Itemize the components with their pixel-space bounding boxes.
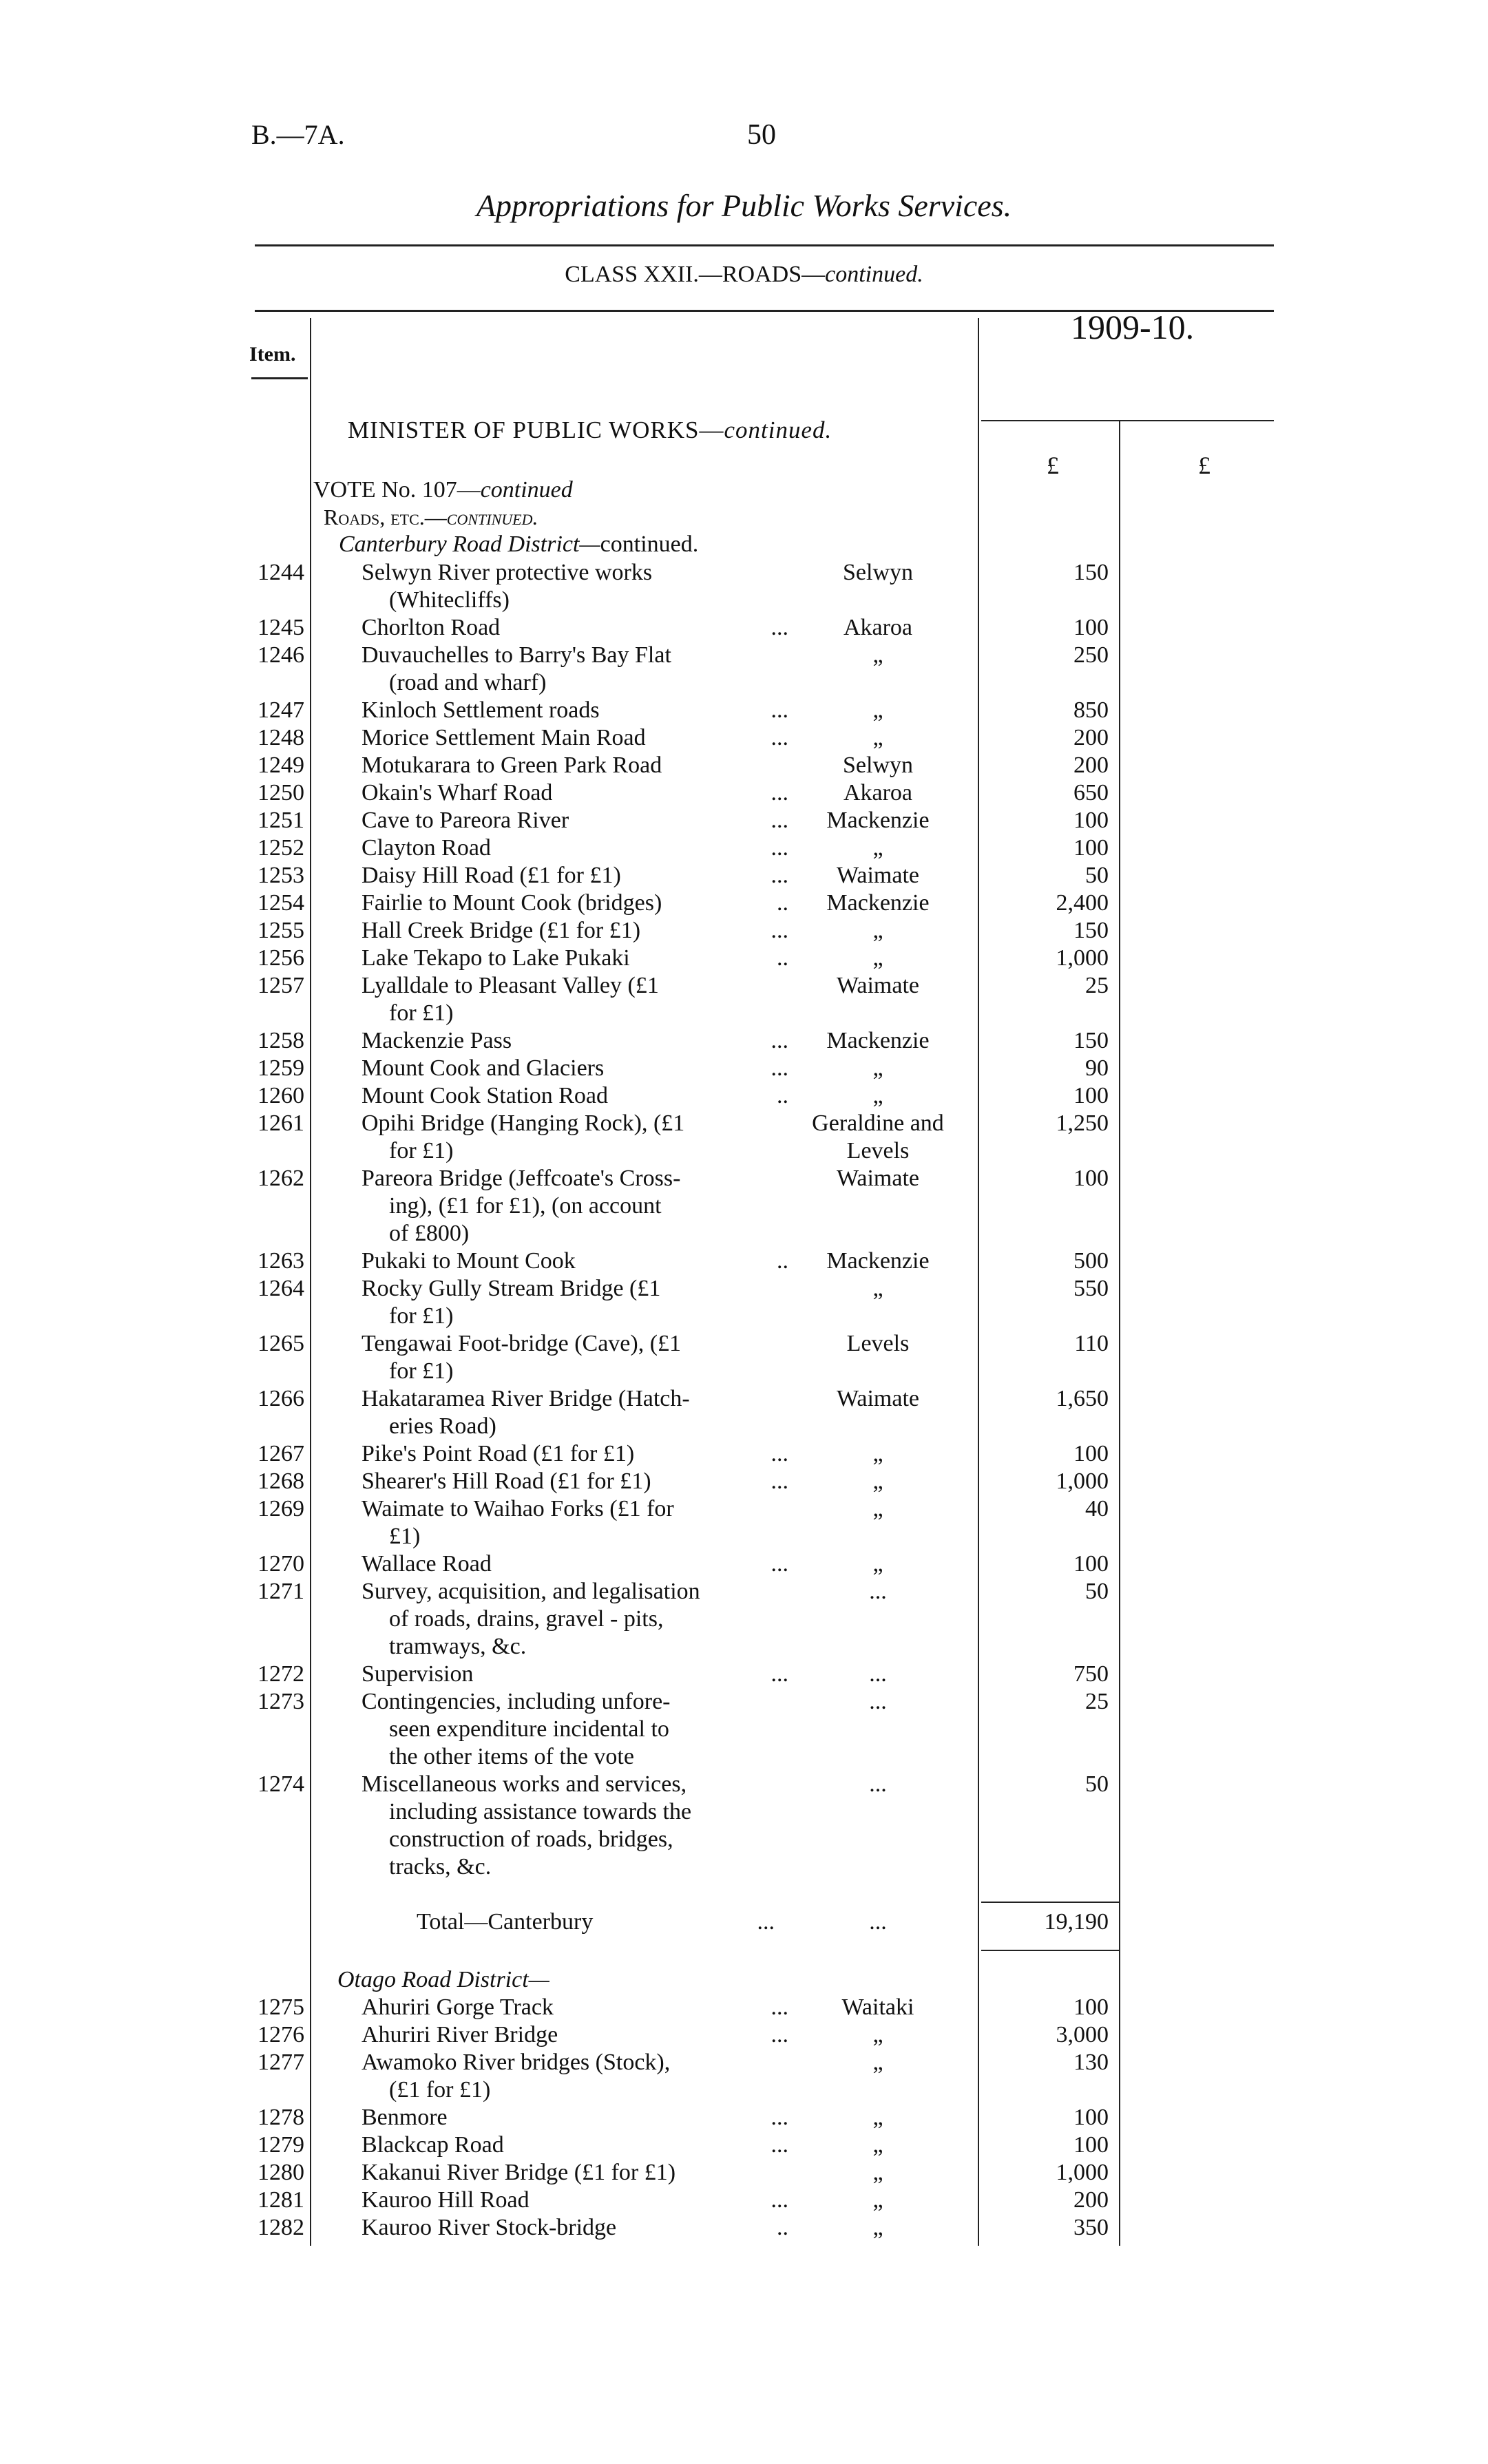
leader-dots: ... [771,1468,788,1494]
otago-item-number: 1280 [258,2160,304,2185]
description-text: Benmore [361,2105,448,2130]
description-text: Mackenzie Pass [361,1028,512,1053]
canterbury-item-number: 1256 [258,945,304,971]
otago-description-line: Kakanui River Bridge (£1 for £1) [361,2160,676,2185]
year-column-header: 1909-10. [1071,308,1195,346]
canterbury-description-line [361,862,788,889]
leader-dots: .. [777,890,788,916]
canterbury-electorate: Mackenzie [826,808,930,833]
otago-amount: 350 [1073,2215,1109,2240]
canterbury-item-number: 1263 [258,1248,304,1274]
canterbury-description-line: for £1) [389,1358,454,1384]
leader-dots: ... [771,835,788,861]
otago-amount: 200 [1073,2187,1109,2213]
canterbury-electorate: Mackenzie [826,890,930,916]
canterbury-description-line: Tengawai Foot-bridge (Cave), (£1 [361,1331,682,1356]
otago-description-line [361,2104,788,2131]
class-title [0,262,1488,288]
canterbury-amount: 25 [1085,1689,1109,1714]
description-text: Pike's Point Road (£1 for £1) [361,1441,635,1466]
otago-electorate: „ [872,2050,883,2075]
canterbury-description-line: Contingencies, including unfore- [361,1689,671,1714]
total-label [417,1908,775,1936]
canterbury-item-number: 1257 [258,973,304,998]
canterbury-item-number: 1248 [258,725,304,750]
otago-description-line [361,2214,788,2242]
canterbury-electorate: Waimate [837,973,919,998]
canterbury-description-line [361,1440,788,1468]
canterbury-description-line: the other items of the vote [389,1744,634,1769]
canterbury-description-line: (road and wharf) [389,670,547,695]
leader-dots: ... [771,697,788,723]
description-text: Chorlton Road [361,615,501,640]
otago-description-line [361,2021,788,2049]
canterbury-description-line: including assistance towards the [389,1799,692,1824]
canterbury-description-line [361,1468,788,1495]
canterbury-description-line [361,917,788,945]
canterbury-amount: 100 [1073,808,1109,833]
canterbury-item-number: 1254 [258,890,304,916]
otago-item-number: 1275 [258,1994,304,2020]
description-text: Kauroo Hill Road [361,2187,530,2213]
canterbury-description-line [361,1247,788,1275]
canterbury-description-line: Waimate to Waihao Forks (£1 for [361,1496,674,1521]
otago-item-number: 1279 [258,2132,304,2158]
canterbury-amount: 100 [1073,1551,1109,1577]
item-column-header: Item. [249,343,296,366]
leader-dots: .. [777,1248,788,1274]
canterbury-description-line: for £1) [389,1138,454,1163]
otago-amount: 130 [1073,2050,1109,2075]
canterbury-amount: 90 [1085,1055,1109,1081]
canterbury-description-line: Pareora Bridge (Jeffcoate's Cross- [361,1166,681,1191]
pound-sign-right: £ [1198,452,1211,479]
total-amount: 19,190 [1044,1909,1109,1935]
canterbury-amount: 50 [1085,1771,1109,1797]
class-title-main: CLASS XXII.—ROADS— [565,262,826,287]
canterbury-electorate: Selwyn [843,560,913,585]
canterbury-description-line [361,1027,788,1055]
canterbury-item-number: 1247 [258,697,304,723]
description-text: Supervision [361,1661,474,1687]
district-heading [339,531,698,558]
total-dots: ... [757,1909,775,1935]
canterbury-electorate: „ [872,1551,883,1577]
canterbury-electorate: Levels [846,1331,910,1356]
leader-dots: ... [771,725,788,750]
description-text: Daisy Hill Road (£1 for £1) [361,863,621,888]
canterbury-amount: 1,250 [1056,1110,1109,1136]
leader-dots: ... [771,2022,788,2047]
otago-item-number: 1281 [258,2187,304,2213]
canterbury-amount: 200 [1073,725,1109,750]
canterbury-electorate: „ [872,945,883,971]
district-heading-continued: continued. [600,531,699,557]
canterbury-electorate-cont: Levels [846,1138,910,1163]
canterbury-description-line: ing), (£1 for £1), (on account [389,1193,662,1219]
otago-description-line [361,2131,788,2159]
otago-electorate: „ [872,2215,883,2240]
otago-electorate: „ [872,2105,883,2130]
canterbury-description-line [361,945,788,972]
canterbury-description-line: seen expenditure incidental to [389,1716,669,1742]
canterbury-electorate: „ [872,642,883,668]
canterbury-description-line: for £1) [389,1000,454,1026]
canterbury-electorate: „ [872,1083,883,1108]
canterbury-amount: 550 [1073,1276,1109,1301]
total-bottom-rule [981,1950,1119,1951]
canterbury-description-line [361,1055,788,1082]
otago-description-line: Awamoko River bridges (Stock), [361,2050,671,2075]
otago-description-line: (£1 for £1) [389,2077,491,2103]
canterbury-description-line [361,779,788,807]
canterbury-description-line: construction of roads, bridges, [389,1826,673,1852]
otago-item-number: 1278 [258,2105,304,2130]
leader-dots: .. [777,2215,788,2240]
canterbury-electorate: ... [869,1689,887,1714]
description-text: Okain's Wharf Road [361,780,553,805]
otago-description-line [361,1994,788,2021]
description-text: Lake Tekapo to Lake Pukaki [361,945,630,971]
canterbury-item-number: 1273 [258,1689,304,1714]
otago-item-number: 1282 [258,2215,304,2240]
canterbury-electorate: „ [872,1468,883,1494]
canterbury-item-number: 1274 [258,1771,304,1797]
description-text: Cave to Pareora River [361,808,569,833]
canterbury-description-line: Miscellaneous works and services, [361,1771,687,1797]
canterbury-description-line: of £800) [389,1221,470,1246]
otago-amount: 100 [1073,1994,1109,2020]
canterbury-amount: 110 [1074,1331,1109,1356]
leader-dots: ... [771,1441,788,1466]
canterbury-description-line: tracks, &c. [389,1854,492,1879]
canterbury-item-number: 1255 [258,918,304,943]
leader-dots: .. [777,945,788,971]
description-text: Ahuriri River Bridge [361,2022,558,2047]
roads-heading [324,505,538,530]
canterbury-amount: 850 [1073,697,1109,723]
canterbury-item-number: 1249 [258,752,304,778]
canterbury-description-line: for £1) [389,1303,454,1329]
canterbury-description-line: Opihi Bridge (Hanging Rock), (£1 [361,1110,685,1136]
description-text: Clayton Road [361,835,491,861]
pound-sign-left: £ [1047,452,1059,479]
otago-item-number: 1276 [258,2022,304,2047]
otago-electorate: „ [872,2160,883,2185]
description-text: Blackcap Road [361,2132,504,2158]
vote-heading-main: VOTE No. 107— [313,477,481,503]
canterbury-electorate: „ [872,1441,883,1466]
canterbury-electorate: Geraldine and [812,1110,944,1136]
canterbury-amount: 1,650 [1056,1386,1109,1411]
canterbury-amount: 200 [1073,752,1109,778]
canterbury-amount: 100 [1073,835,1109,861]
leader-dots: ... [771,1994,788,2020]
item-column-divider [310,318,311,2246]
canterbury-item-number: 1267 [258,1441,304,1466]
canterbury-amount: 150 [1073,918,1109,943]
canterbury-electorate: „ [872,918,883,943]
leader-dots: ... [771,2105,788,2130]
canterbury-item-number: 1262 [258,1166,304,1191]
canterbury-description-line [361,834,788,862]
canterbury-description-line: Duvauchelles to Barry's Bay Flat [361,642,671,668]
canterbury-electorate: ... [869,1579,887,1604]
document-reference: B.—7A. [251,119,345,150]
description-text: Wallace Road [361,1551,492,1577]
canterbury-item-number: 1253 [258,863,304,888]
description-text: Mount Cook Station Road [361,1083,608,1108]
canterbury-electorate: „ [872,697,883,723]
leader-dots: ... [771,1551,788,1577]
canterbury-electorate: Mackenzie [826,1248,930,1274]
otago-amount: 100 [1073,2105,1109,2130]
year-header-rule [981,420,1274,421]
minister-heading-continued: continued. [724,417,832,443]
roads-heading-main: Roads, etc.— [324,505,447,529]
canterbury-electorate: ... [869,1771,887,1797]
canterbury-item-number: 1258 [258,1028,304,1053]
canterbury-amount: 1,000 [1056,945,1109,971]
canterbury-item-number: 1261 [258,1110,304,1136]
leader-dots: ... [771,2187,788,2213]
canterbury-description-line: tramways, &c. [389,1634,527,1659]
canterbury-description-line [361,697,788,724]
description-text: Morice Settlement Main Road [361,725,646,750]
otago-electorate: „ [872,2022,883,2047]
otago-electorate: „ [872,2187,883,2213]
canterbury-description-line [361,614,788,642]
leader-dots: ... [771,808,788,833]
page-title: Appropriations for Public Works Services. [476,188,1012,223]
description-text: Mount Cook and Glaciers [361,1055,605,1081]
item-header-rule [251,377,308,379]
canterbury-item-number: 1268 [258,1468,304,1494]
canterbury-description-line [361,1550,788,1578]
canterbury-description-line: Hakataramea River Bridge (Hatch- [361,1386,690,1411]
description-text: Kauroo River Stock-bridge [361,2215,617,2240]
canterbury-item-number: 1270 [258,1551,304,1577]
otago-amount: 100 [1073,2132,1109,2158]
vote-heading-continued: continued [480,477,573,503]
roads-heading-continued: continued. [446,505,538,529]
amount-column-divider [978,318,979,2246]
canterbury-description-line: Rocky Gully Stream Bridge (£1 [361,1276,661,1301]
canterbury-description-line [361,889,788,917]
district-heading-main: Canterbury Road District— [339,531,600,557]
description-text: Shearer's Hill Road (£1 for £1) [361,1468,651,1494]
canterbury-item-number: 1266 [258,1386,304,1411]
canterbury-electorate: Waimate [837,1386,919,1411]
canterbury-description-line [361,1082,788,1110]
leader-dots: ... [771,863,788,888]
minister-heading [348,417,832,444]
canterbury-amount: 150 [1073,560,1109,585]
canterbury-amount: 650 [1073,780,1109,805]
canterbury-item-number: 1271 [258,1579,304,1604]
canterbury-electorate: Akaroa [843,780,913,805]
leader-dots: ... [771,2132,788,2158]
canterbury-electorate: „ [872,725,883,750]
canterbury-item-number: 1259 [258,1055,304,1081]
canterbury-description-line: Lyalldale to Pleasant Valley (£1 [361,973,659,998]
canterbury-electorate: Mackenzie [826,1028,930,1053]
canterbury-item-number: 1251 [258,808,304,833]
canterbury-item-number: 1272 [258,1661,304,1687]
canterbury-item-number: 1245 [258,615,304,640]
canterbury-description-line: Motukarara to Green Park Road [361,752,662,778]
canterbury-description-line [361,807,788,834]
leader-dots: ... [771,918,788,943]
title-rule [255,244,1274,246]
canterbury-electorate: ... [869,1661,887,1687]
minister-heading-main: MINISTER OF PUBLIC WORKS— [348,417,724,443]
otago-district-heading: Otago Road District— [337,1967,549,1992]
canterbury-item-number: 1265 [258,1331,304,1356]
canterbury-amount: 100 [1073,1166,1109,1191]
canterbury-description-line: Survey, acquisition, and legalisation [361,1579,700,1604]
canterbury-amount: 2,400 [1056,890,1109,916]
canterbury-electorate: Selwyn [843,752,913,778]
canterbury-item-number: 1264 [258,1276,304,1301]
canterbury-description-line: eries Road) [389,1413,496,1439]
vote-heading [313,477,573,503]
description-text: Kinloch Settlement roads [361,697,600,723]
canterbury-electorate: „ [872,1055,883,1081]
canterbury-item-number: 1246 [258,642,304,668]
description-text: Hall Creek Bridge (£1 for £1) [361,918,641,943]
canterbury-amount: 150 [1073,1028,1109,1053]
otago-electorate: „ [872,2132,883,2158]
description-text: Ahuriri Gorge Track [361,1994,554,2020]
otago-amount: 3,000 [1056,2022,1109,2047]
otago-item-number: 1277 [258,2050,304,2075]
canterbury-amount: 100 [1073,1441,1109,1466]
description-text: Pukaki to Mount Cook [361,1248,576,1274]
otago-description-line [361,2187,788,2214]
otago-amount: 1,000 [1056,2160,1109,2185]
canterbury-item-number: 1250 [258,780,304,805]
total-top-rule [981,1902,1119,1903]
canterbury-electorate: „ [872,1276,883,1301]
description-text: Fairlie to Mount Cook (bridges) [361,890,662,916]
canterbury-item-number: 1244 [258,560,304,585]
total-electorate: ... [869,1909,887,1935]
canterbury-amount: 50 [1085,1579,1109,1604]
leader-dots: ... [771,1661,788,1687]
leader-dots: ... [771,1055,788,1081]
leader-dots: ... [771,780,788,805]
canterbury-description-line: £1) [389,1524,421,1549]
canterbury-description-line [361,1661,788,1688]
canterbury-amount: 500 [1073,1248,1109,1274]
canterbury-amount: 25 [1085,973,1109,998]
leader-dots: ... [771,1028,788,1053]
canterbury-amount: 50 [1085,863,1109,888]
canterbury-electorate: Waimate [837,1166,919,1191]
canterbury-amount: 100 [1073,1083,1109,1108]
leader-dots: .. [777,1083,788,1108]
canterbury-electorate: „ [872,1496,883,1521]
class-title-continued: continued. [825,262,923,287]
canterbury-description-line: Selwyn River protective works [361,560,653,585]
canterbury-electorate: Waimate [837,863,919,888]
canterbury-description-line: (Whitecliffs) [389,587,510,613]
canterbury-description-line [361,724,788,752]
canterbury-item-number: 1269 [258,1496,304,1521]
leader-dots: ... [771,615,788,640]
total-label-text: Total—Canterbury [417,1909,594,1935]
canterbury-description-line: of roads, drains, gravel - pits, [389,1606,664,1632]
canterbury-amount: 1,000 [1056,1468,1109,1494]
canterbury-electorate: Akaroa [843,615,913,640]
canterbury-amount: 40 [1085,1496,1109,1521]
canterbury-amount: 750 [1073,1661,1109,1687]
canterbury-amount: 250 [1073,642,1109,668]
canterbury-amount: 100 [1073,615,1109,640]
subtotal-column-divider [1119,421,1120,2246]
canterbury-item-number: 1260 [258,1083,304,1108]
otago-electorate: Waitaki [841,1994,914,2020]
canterbury-item-number: 1252 [258,835,304,861]
page-number: 50 [747,119,776,151]
canterbury-electorate: „ [872,835,883,861]
